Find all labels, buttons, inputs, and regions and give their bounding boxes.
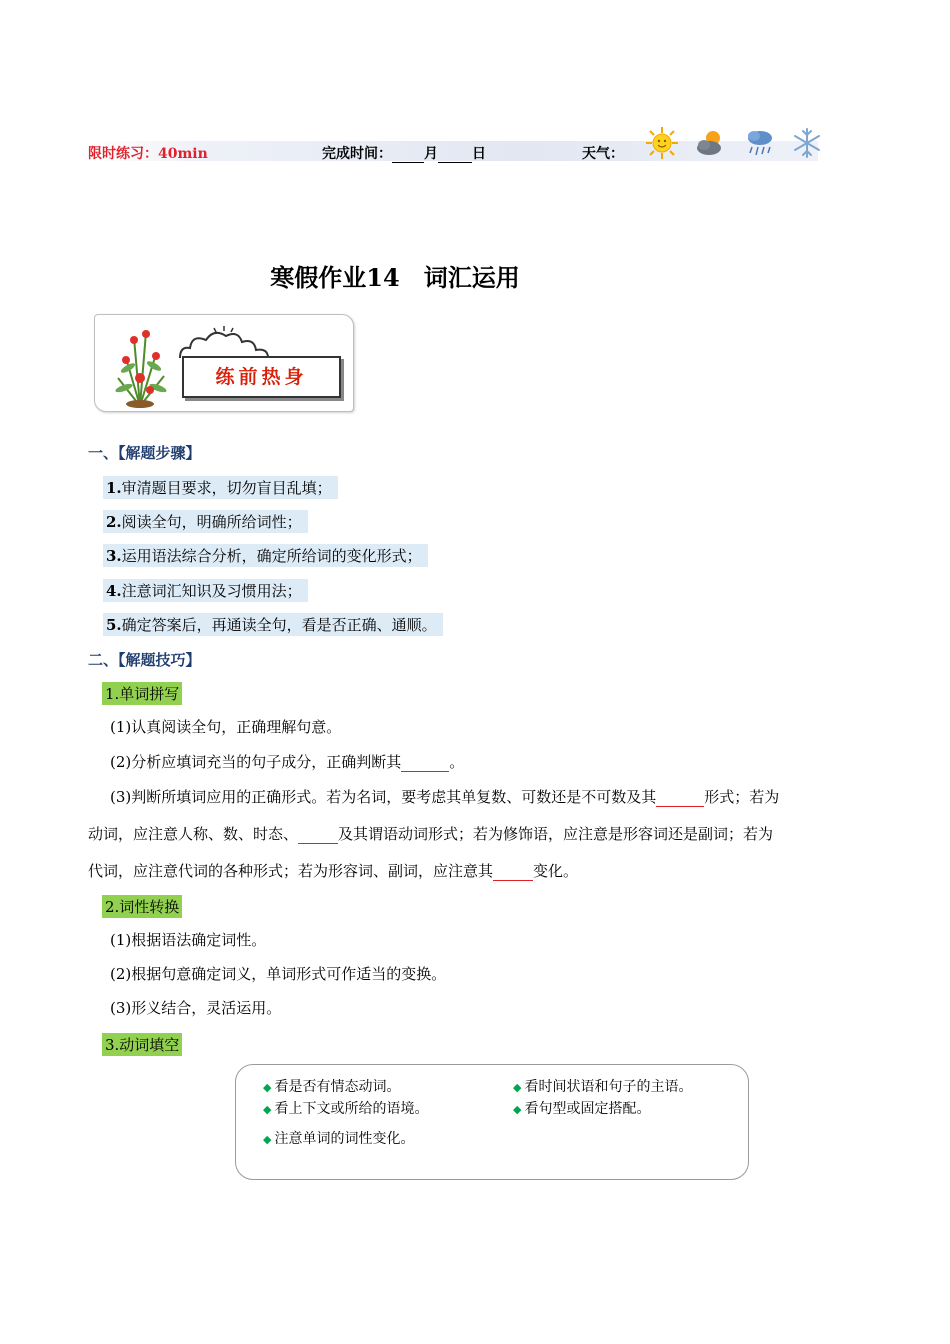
tip-item: ◆ 看是否有情态动词。 <box>263 1079 401 1095</box>
section-heading-steps: 一、【解题步骤】 <box>88 444 201 462</box>
part-title-verb-fill: 3.动词填空 <box>102 1033 182 1056</box>
diamond-bullet-icon: ◆ <box>513 1081 522 1094</box>
answer-blank[interactable] <box>298 827 338 844</box>
month-blank[interactable] <box>392 148 424 163</box>
diamond-bullet-icon: ◆ <box>263 1133 272 1146</box>
diamond-bullet-icon: ◆ <box>263 1103 272 1116</box>
rain-icon <box>743 126 777 160</box>
tip-item: ◆ 注意单词的词性变化。 <box>263 1131 415 1147</box>
sun-icon <box>645 126 679 160</box>
paragraph: (1)根据语法确定词性。 <box>110 931 267 949</box>
section-heading-skills: 二、【解题技巧】 <box>88 651 201 669</box>
complete-time <box>322 143 486 163</box>
paragraph: (2)根据句意确定词义，单词形式可作适当的变换。 <box>110 965 447 983</box>
month-label: 月 <box>424 146 438 162</box>
paragraph: 动词，应注意人称、数、时态、 及其谓语动词形式；若为修饰语，应注意是形容词还是副词；若为 <box>88 825 774 843</box>
day-blank[interactable] <box>438 148 472 163</box>
weather-label: 天气： <box>582 146 624 162</box>
answer-blank[interactable] <box>656 790 704 807</box>
tip-item: ◆ 看上下文或所给的语境。 <box>263 1101 429 1117</box>
flower-plant-icon <box>104 318 176 408</box>
partly-cloudy-icon <box>694 126 728 160</box>
diamond-bullet-icon: ◆ <box>263 1081 272 1094</box>
part-title-conversion: 2.词性转换 <box>102 895 182 918</box>
day-label: 日 <box>472 146 486 162</box>
step-item: 5.确定答案后，再通读全句，看是否正确、通顺。 <box>103 613 443 636</box>
step-item: 2.阅读全句，明确所给词性； <box>103 510 308 533</box>
paragraph: (1)认真阅读全句，正确理解句意。 <box>110 718 342 736</box>
diamond-bullet-icon: ◆ <box>513 1103 522 1116</box>
tip-item: ◆ 看句型或固定搭配。 <box>513 1101 651 1117</box>
paragraph: (3)判断所填词应用的正确形式。若为名词，要考虑其单复数、可数还是不可数及其 形式；若为 <box>110 788 780 806</box>
answer-blank[interactable] <box>401 755 449 772</box>
paragraph: (3)形义结合，灵活运用。 <box>110 999 282 1017</box>
step-item: 1.审清题目要求，切勿盲目乱填； <box>103 476 338 499</box>
tip-item: ◆ 看时间状语和句子的主语。 <box>513 1079 693 1095</box>
step-item: 4.注意词汇知识及习惯用法； <box>103 579 308 602</box>
paragraph: (2)分析应填词充当的句子成分，正确判断其 。 <box>110 753 465 771</box>
time-limit: 限时练习：40min <box>88 146 208 162</box>
complete-time-label: 完成时间： <box>322 146 392 162</box>
step-item: 3.运用语法综合分析，确定所给词的变化形式； <box>103 544 428 567</box>
snowflake-icon <box>790 126 824 160</box>
warmup-label: 练前热身 <box>182 356 341 398</box>
answer-blank[interactable] <box>493 864 533 881</box>
page-title: 寒假作业14 词汇运用 <box>270 263 520 292</box>
paragraph: 代词，应注意代词的各种形式；若为形容词、副词，应注意其 变化。 <box>88 862 579 880</box>
cloud-sun-icon <box>176 326 280 360</box>
part-title-spelling: 1.单词拼写 <box>102 682 182 705</box>
